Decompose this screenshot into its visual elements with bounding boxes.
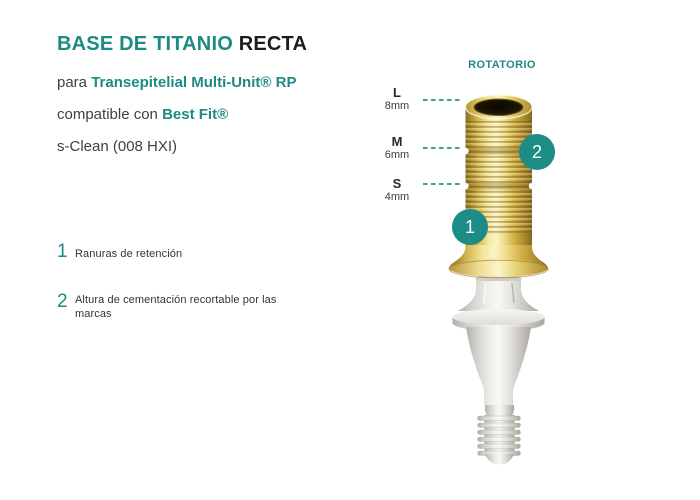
callout-number-2: 2 — [531, 141, 542, 162]
size-letter-l: L — [393, 85, 401, 100]
callout-badge-2 — [519, 134, 555, 170]
size-value-m: 6mm — [384, 149, 410, 161]
subtitle-compatible-system — [57, 106, 228, 123]
size-letter-m: M — [391, 134, 403, 149]
legend-item-2 — [57, 292, 287, 321]
size-value-s: 4mm — [384, 191, 410, 203]
implant-illustration — [390, 75, 610, 475]
subtitle-compatibility — [57, 74, 296, 91]
page-title-suffix: RECTA — [238, 33, 308, 55]
size-value-l: 8mm — [384, 100, 410, 112]
compatible-prefix: compatible con — [57, 106, 158, 123]
orientation-label: ROTATORIO — [468, 59, 536, 71]
subtitle-reference: s-Clean (008 HXI) — [57, 138, 178, 155]
callout-badge-1 — [452, 209, 488, 245]
legend-number-1: 1 — [57, 241, 68, 262]
gold-base — [449, 95, 548, 278]
compatible-brand: Best Fit® — [162, 106, 229, 123]
legend-text-1: Ranuras de retención — [75, 248, 183, 260]
size-letter-s: S — [392, 176, 402, 191]
page-title — [57, 33, 307, 56]
legend-text-2: Altura de cementación recortable por las marcas — [75, 294, 277, 320]
legend-item-1 — [57, 242, 182, 262]
page-title-main: BASE DE TITANIO — [57, 33, 233, 55]
silver-abutment — [453, 274, 545, 465]
legend-number-2: 2 — [57, 291, 68, 312]
callout-number-1: 1 — [464, 216, 475, 237]
subtitle-prefix: para — [57, 74, 88, 91]
subtitle-product-name: Transepitelial Multi-Unit® RP — [91, 74, 297, 91]
